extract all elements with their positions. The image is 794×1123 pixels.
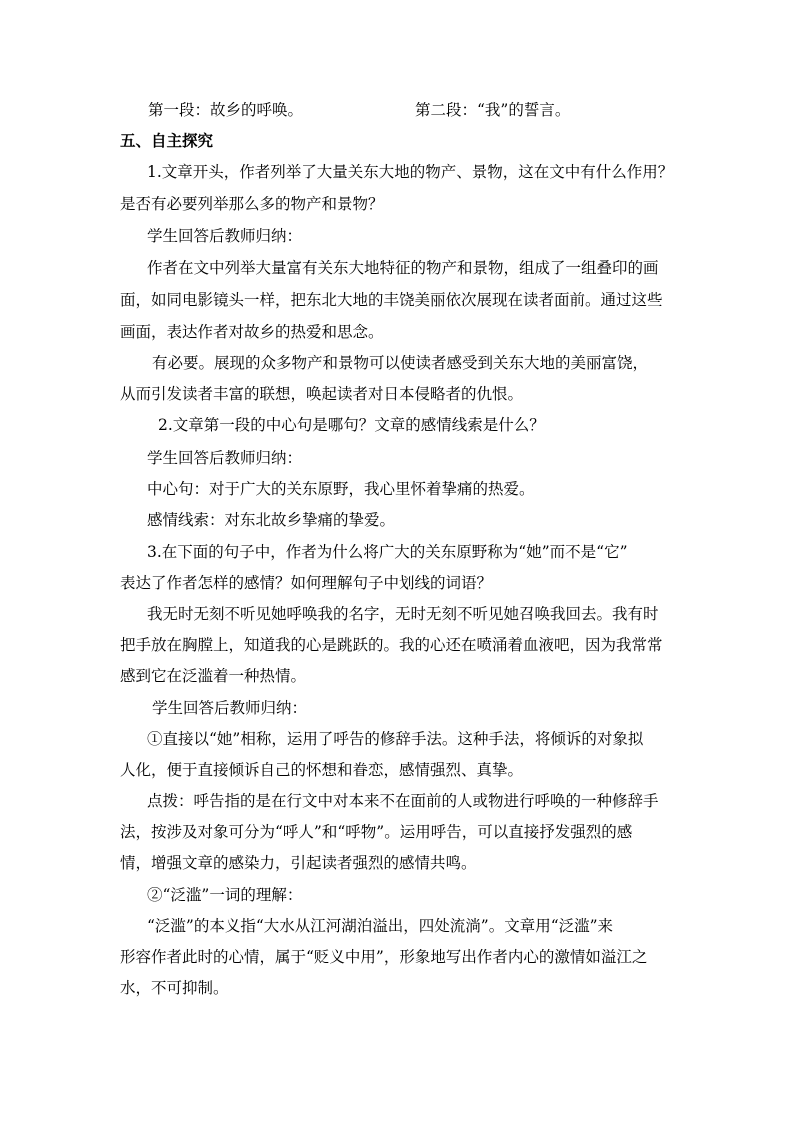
answer-1-line-3: 画面，表达作者对故乡的热爱和思念。 [120,323,384,341]
word-understanding-heading: ②“泛滥”一词的理解： [147,886,303,904]
answer-label: 学生回答后教师归纳： [147,449,303,467]
emotion-clue: 感情线索：对东北故乡挚痛的挚爱。 [147,511,396,529]
quote-line-1: 我无时无刻不听见她呼唤我的名字，无时无刻不听见她召唤我回去。我有时 [147,605,659,623]
word-understanding-line-2: 形容作者此时的心情，属于“贬义中用”，形象地写出作者内心的激情如溢江之 [120,948,648,966]
question-3-line-1: 3.在下面的句子中，作者为什么将广大的关东原野称为“她”而不是“它” [147,543,628,561]
central-sentence: 中心句：对于广大的关东原野，我心里怀着挚痛的热爱。 [147,480,535,498]
answer-1-line-4: 有必要。展现的众多物产和景物可以使读者感受到关东大地的美丽富饶， [152,354,649,372]
answer-3-line-2: 人化，便于直接倾诉自己的怀想和眷恋，感情强烈、真挚。 [120,761,524,779]
quote-line-2: 把手放在胸膛上，知道我的心是跳跃的。我的心还在喷涌着血液吧，因为我常常 [120,636,663,654]
question-1-line-1: 1.文章开头，作者列举了大量关东大地的物产、景物，这在文中有什么作用？ [147,163,674,181]
answer-3-line-1: ①直接以“她”相称，运用了呼告的修辞手法。这种手法，将倾诉的对象拟 [147,730,644,748]
tip-line-1: 点拨：呼告指的是在行文中对本来不在面前的人或物进行呼唤的一种修辞手 [147,792,659,810]
answer-1-line-1: 作者在文中列举大量富有关东大地特征的物产和景物，组成了一组叠印的画 [147,259,659,277]
answer-label: 学生回答后教师归纳： [152,699,308,717]
question-2: 2.文章第一段的中心句是哪句？文章的感情线索是什么？ [158,416,545,434]
question-3-line-2: 表达了作者怎样的感情？如何理解句子中划线的词语？ [120,574,493,592]
answer-1-line-5: 从而引发读者丰富的联想，唤起读者对日本侵略者的仇恨。 [120,385,524,403]
section-heading: 五、自主探究 [120,131,214,150]
answer-label: 学生回答后教师归纳： [147,227,303,245]
tip-line-3: 情，增强文章的感染力，引起读者强烈的感情共鸣。 [120,854,477,872]
paragraph-summary-part2: 第二段：“我”的誓言。 [415,101,571,119]
word-understanding-line-1: “泛滥”的本义指“大水从江河湖泊溢出，四处流淌”。文章用“泛滥”来 [147,917,614,935]
answer-1-line-2: 面，如同电影镜头一样，把东北大地的丰饶美丽依次展现在读者面前。通过这些 [120,291,663,309]
quote-line-3: 感到它在泛滥着一种热情。 [120,667,307,685]
tip-line-2: 法，按涉及对象可分为“呼人”和“呼物”。运用呼告，可以直接抒发强烈的感 [120,823,633,841]
question-1-line-2: 是否有必要列举那么多的物产和景物？ [120,195,384,213]
paragraph-summary-part1: 第一段：故乡的呼唤。 [148,101,304,119]
word-understanding-line-3: 水，不可抑制。 [120,979,229,997]
